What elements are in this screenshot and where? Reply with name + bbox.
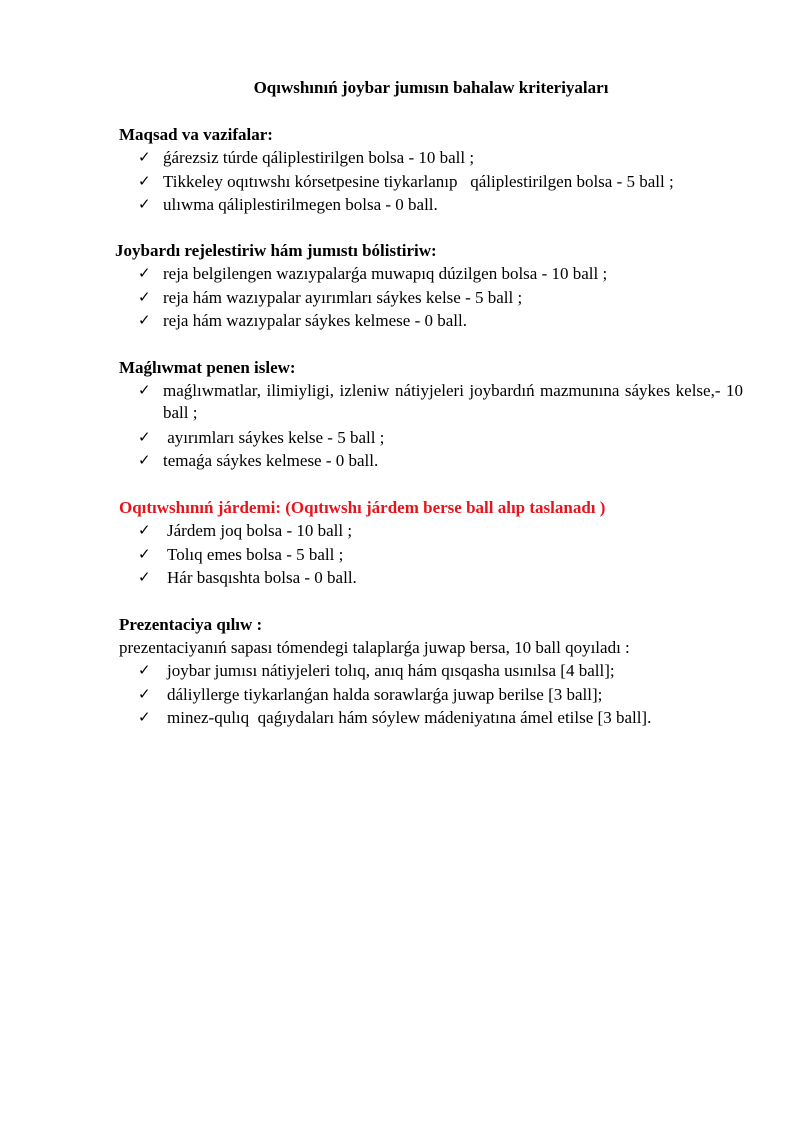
check-icon: ✓ <box>138 523 151 539</box>
section-heading-goals: Maqsad va vazifalar: <box>119 125 273 144</box>
check-icon: ✓ <box>138 453 151 469</box>
check-icon: ✓ <box>138 710 151 726</box>
section-heading-teacher-help: Oqıtıwshınıń járdemi: (Oqıtıwshı járdem berse ball alıp taslanadı ) <box>119 498 606 517</box>
section-heading-planning: Joybardı rejelestiriw hám jumıstı bólistiriw: <box>115 241 437 260</box>
check-icon: ✓ <box>138 266 151 282</box>
check-icon: ✓ <box>138 687 151 703</box>
list-item: ǵárezsiz túrde qáliplestirilgen bolsa - 10 ball ; <box>163 148 475 167</box>
check-icon: ✓ <box>138 150 151 166</box>
check-icon: ✓ <box>138 663 151 679</box>
list-item: dáliyllerge tiykarlanǵan halda sorawlarǵa juwap berilse [3 ball]; <box>167 685 603 704</box>
list-item: reja hám wazıypalar ayırımları sáykes kelse - 5 ball ; <box>163 288 523 307</box>
check-icon: ✓ <box>138 290 151 306</box>
check-icon: ✓ <box>138 313 151 329</box>
check-icon: ✓ <box>138 570 151 586</box>
list-item: reja belgilengen wazıypalarǵa muwapıq dúzilgen bolsa - 10 ball ; <box>163 264 608 283</box>
document-title: Oqıwshınıń joybar jumısın bahalaw kriteriyaları <box>253 78 609 97</box>
list-item: ulıwma qáliplestirilmegen bolsa - 0 ball. <box>163 195 438 214</box>
check-icon: ✓ <box>138 383 151 399</box>
list-item: Járdem joq bolsa - 10 ball ; <box>167 521 353 540</box>
check-icon: ✓ <box>138 430 151 446</box>
list-item: ayırımları sáykes kelse - 5 ball ; <box>163 428 385 447</box>
section-heading-presentation: Prezentaciya qılıw : <box>119 615 263 634</box>
section-intro: prezentaciyanıń sapası tómendegi talaplarǵa juwap bersa, 10 ball qoyıladı : <box>119 638 630 657</box>
list-item: joybar jumısı nátiyjeleri tolıq, anıq hám qısqasha usınılsa [4 ball]; <box>167 661 615 680</box>
section-heading-information: Maǵlıwmat penen islew: <box>119 358 296 377</box>
list-item: minez-qulıq qaǵıydaları hám sóylew mádeniyatına ámel etilse [3 ball]. <box>167 708 652 727</box>
check-icon: ✓ <box>138 547 151 563</box>
check-icon: ✓ <box>138 197 151 213</box>
list-item: Tikkeley oqıtıwshı kórsetpesine tiykarlanıp qáliplestirilgen bolsa - 5 ball ; <box>163 172 674 191</box>
list-item: reja hám wazıypalar sáykes kelmese - 0 ball. <box>163 311 467 330</box>
list-item: Hár basqıshta bolsa - 0 ball. <box>167 568 357 587</box>
list-item: maǵlıwmatlar, ilimiyligi, izleniw nátiyjeleri joybardıń mazmunına sáykes kelse,- 10 ball ; <box>163 381 743 422</box>
list-item: temaǵa sáykes kelmese - 0 ball. <box>163 451 379 470</box>
check-icon: ✓ <box>138 174 151 190</box>
list-item: Tolıq emes bolsa - 5 ball ; <box>167 545 344 564</box>
